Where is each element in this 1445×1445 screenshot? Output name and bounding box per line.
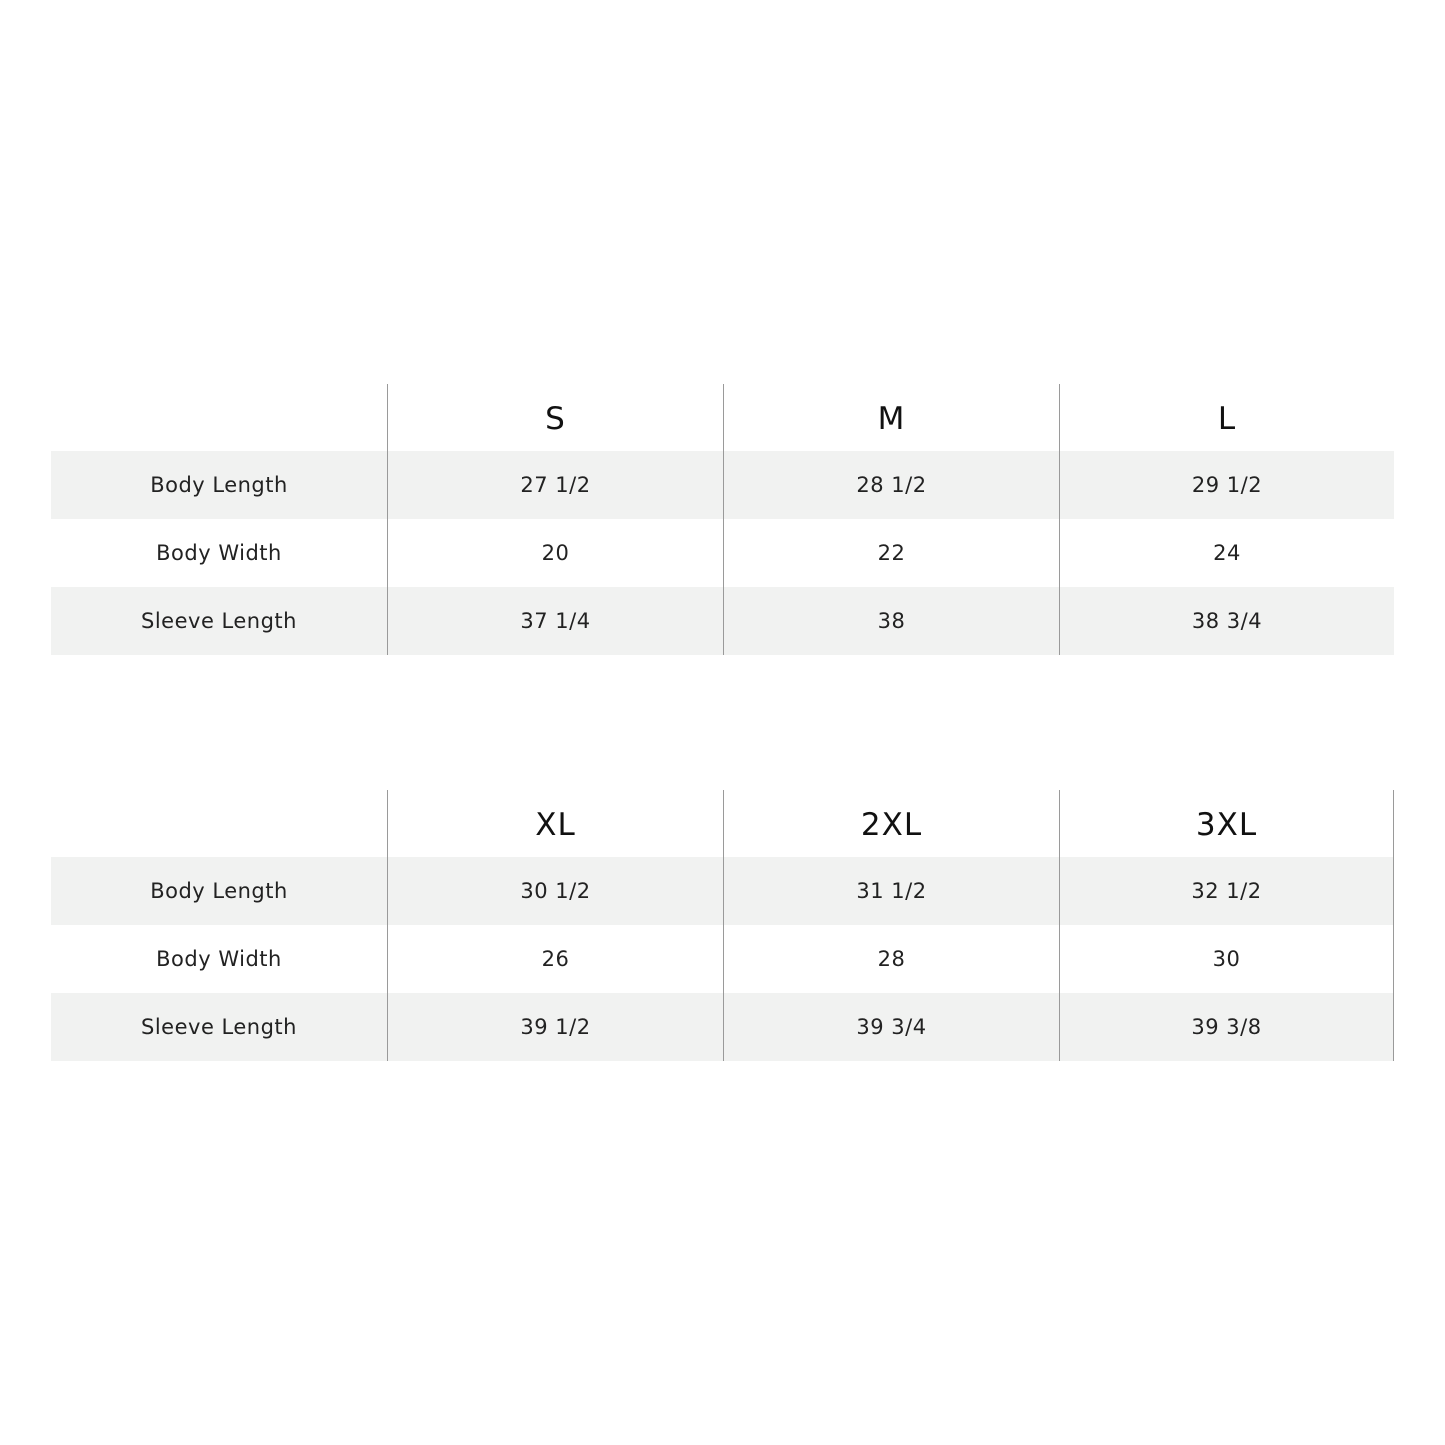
measurement-value: 27 1/2 <box>520 473 591 497</box>
size-header-label: L <box>1217 400 1237 437</box>
measurement-value-cell <box>1059 925 1394 993</box>
measurement-label-cell <box>51 587 387 655</box>
measurement-value: 26 <box>541 947 570 971</box>
measurement-value-cell <box>1059 519 1394 587</box>
measurement-value: 31 1/2 <box>856 879 927 903</box>
table-row <box>51 587 1394 655</box>
measurement-label-cell <box>51 519 387 587</box>
measurement-label: Body Length <box>150 879 288 903</box>
table-row <box>51 857 1394 925</box>
measurement-label-cell <box>51 993 387 1061</box>
measurement-value: 20 <box>541 541 570 565</box>
table-row <box>51 925 1394 993</box>
measurement-value-cell <box>1059 587 1394 655</box>
size-header-cell <box>723 790 1059 857</box>
table-row <box>51 993 1394 1061</box>
measurement-value-cell <box>387 857 723 925</box>
measurement-label: Sleeve Length <box>141 1015 297 1039</box>
measurement-value: 22 <box>877 541 906 565</box>
size-header-cell <box>387 790 723 857</box>
size-header-row <box>51 384 1394 451</box>
size-table-1 <box>51 384 1394 655</box>
size-header-cell <box>723 384 1059 451</box>
measurement-label: Body Width <box>156 541 282 565</box>
table-row <box>51 519 1394 587</box>
size-header-label: S <box>545 400 566 437</box>
measurement-value-cell <box>723 451 1059 519</box>
measurement-value: 38 3/4 <box>1191 609 1263 633</box>
size-table-2 <box>51 790 1394 1061</box>
header-empty-cell <box>51 384 387 451</box>
measurement-value-cell <box>723 519 1059 587</box>
size-header-label: M <box>877 400 906 437</box>
size-header-label: XL <box>535 806 576 843</box>
measurement-value: 32 1/2 <box>1191 879 1262 903</box>
size-header-cell <box>1059 384 1394 451</box>
measurement-value-cell <box>723 857 1059 925</box>
measurement-value: 28 <box>877 947 906 971</box>
measurement-value-cell <box>723 587 1059 655</box>
measurement-value-cell <box>1059 857 1394 925</box>
measurement-label-cell <box>51 451 387 519</box>
size-header-label: 3XL <box>1195 806 1258 843</box>
size-header-label: 2XL <box>860 806 923 843</box>
size-header-row <box>51 790 1394 857</box>
measurement-value: 38 <box>877 609 906 633</box>
measurement-value: 39 3/8 <box>1191 1015 1262 1039</box>
measurement-value: 30 <box>1212 947 1241 971</box>
header-empty-cell <box>51 790 387 857</box>
size-header-cell <box>387 384 723 451</box>
measurement-value: 29 1/2 <box>1191 473 1263 497</box>
measurement-value: 37 1/4 <box>520 609 591 633</box>
measurement-value-cell <box>387 451 723 519</box>
measurement-value-cell <box>1059 451 1394 519</box>
measurement-label: Body Length <box>150 473 288 497</box>
table-row <box>51 451 1394 519</box>
measurement-value-cell <box>387 587 723 655</box>
measurement-value: 39 1/2 <box>520 1015 591 1039</box>
measurement-value-cell <box>387 993 723 1061</box>
measurement-label: Body Width <box>156 947 282 971</box>
measurement-value-cell <box>723 925 1059 993</box>
measurement-value: 30 1/2 <box>520 879 591 903</box>
measurement-label-cell <box>51 857 387 925</box>
measurement-value: 39 3/4 <box>856 1015 927 1039</box>
measurement-value-cell <box>723 993 1059 1061</box>
measurement-label: Sleeve Length <box>141 609 297 633</box>
measurement-label-cell <box>51 925 387 993</box>
measurement-value-cell <box>387 925 723 993</box>
measurement-value-cell <box>387 519 723 587</box>
measurement-value-cell <box>1059 993 1394 1061</box>
size-header-cell <box>1059 790 1394 857</box>
measurement-value: 24 <box>1213 541 1241 565</box>
measurement-value: 28 1/2 <box>856 473 927 497</box>
